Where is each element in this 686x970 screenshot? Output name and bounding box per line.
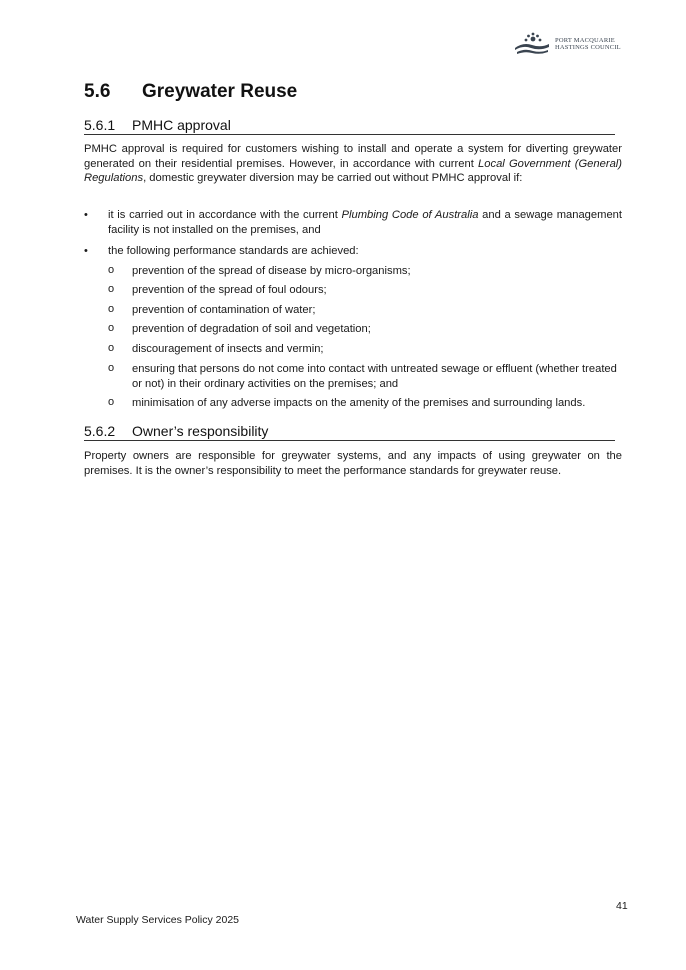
council-logo-icon xyxy=(513,31,551,57)
page-number: 41 xyxy=(616,900,628,912)
standard-text: prevention of degradation of soil and vegetation; xyxy=(132,323,371,335)
section-heading xyxy=(84,81,297,103)
approval-intro-paragraph xyxy=(84,142,622,186)
bullet-item xyxy=(84,244,622,259)
bullet-text-start: it is carried out in accordance with the current xyxy=(108,209,342,221)
subsection-heading-owner xyxy=(84,423,615,441)
code-name: Plumbing Code of Australia xyxy=(341,209,479,221)
sub-bullet-marker: o xyxy=(108,264,115,276)
intro-text-end: , domestic greywater diversion may be carried out without PMHC approval if: xyxy=(143,172,523,185)
standard-item xyxy=(108,362,622,391)
standard-text: minimisation of any adverse impacts on the amenity of the premises and surrounding lands. xyxy=(132,397,586,409)
subsection-number: 5.6.1 xyxy=(84,117,116,133)
sub-bullet-marker: o xyxy=(108,342,115,354)
section-title: Greywater Reuse xyxy=(142,81,298,102)
standard-item xyxy=(108,264,622,279)
bullet-text: the following performance standards are achieved: xyxy=(108,245,359,257)
sub-bullet-marker: o xyxy=(108,396,115,408)
subsection-heading-approval xyxy=(84,117,615,135)
standard-text: discouragement of insects and vermin; xyxy=(132,343,324,355)
standard-item xyxy=(108,303,622,318)
standard-text: ensuring that persons do not come into contact with untreated sewage or effluent (whether treated or not) in their ordinary activities on the premises; and xyxy=(132,363,617,390)
sub-bullet-marker: o xyxy=(108,362,115,374)
standard-item xyxy=(108,322,622,337)
subsection-number: 5.6.2 xyxy=(84,423,116,439)
logo-line-1: PORT MACQUARIE xyxy=(555,36,615,44)
sub-bullet-marker: o xyxy=(108,283,115,295)
standard-item xyxy=(108,396,622,411)
standard-text: prevention of the spread of foul odours; xyxy=(132,284,327,296)
sub-bullet-marker: o xyxy=(108,303,115,315)
council-logo-text xyxy=(555,37,621,52)
bullet-marker: • xyxy=(84,209,88,221)
logo-line-2: HASTINGS COUNCIL xyxy=(555,44,621,51)
regulation-name: Local Government (General) Regulations xyxy=(84,157,622,185)
standard-item xyxy=(108,342,622,357)
bullet-item xyxy=(84,208,622,237)
bullet-text xyxy=(108,208,622,237)
bullet-marker: • xyxy=(84,245,88,257)
subsection-title: PMHC approval xyxy=(132,117,231,133)
standard-item xyxy=(108,283,622,298)
standard-text: prevention of the spread of disease by micro-organisms; xyxy=(132,265,411,277)
standard-text: prevention of contamination of water; xyxy=(132,304,316,316)
document-title-footer: Water Supply Services Policy 2025 xyxy=(76,914,240,926)
owner-paragraph: Property owners are responsible for greywater systems, and any impacts of using greywater on the premises. It is the owner’s responsibility to meet the performance standards for greywater reuse. xyxy=(84,450,622,477)
council-logo xyxy=(513,30,633,58)
subsection-title: Owner’s responsibility xyxy=(132,423,269,439)
section-number: 5.6 xyxy=(84,81,111,102)
intro-text: PMHC approval is required for customers wishing to install and operate a system for diverting greywater generated on their residential premises. However, in accordance with current xyxy=(84,143,622,170)
bullet-text-end: and a sewage management facility is not installed on the premises, and xyxy=(108,209,622,236)
sub-bullet-marker: o xyxy=(108,322,115,334)
